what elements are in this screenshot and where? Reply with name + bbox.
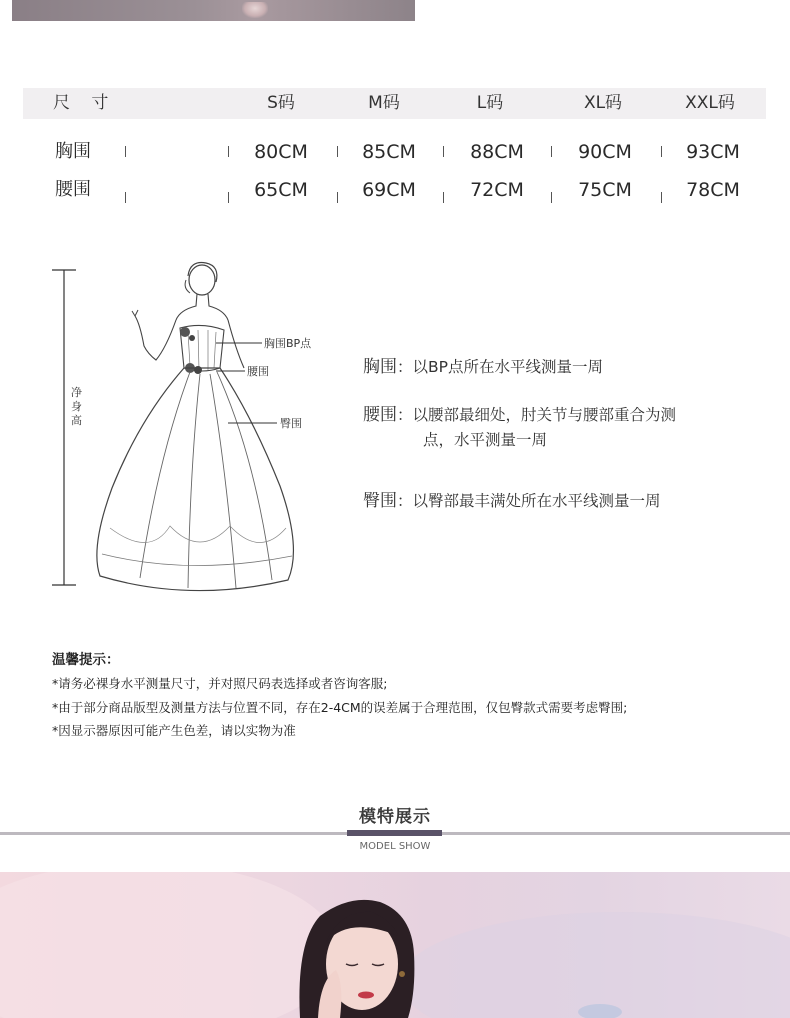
bust-term: 胸围 (363, 357, 397, 377)
row-label-bust: 胸围 (55, 141, 91, 162)
shoe-image (242, 2, 268, 18)
waist-l: 72CM (470, 179, 524, 201)
hip-point-label: 臀围 (280, 417, 302, 430)
tips-title: 温馨提示： (52, 652, 120, 668)
waist-description (363, 403, 676, 453)
model-show-subtitle: MODEL SHOW (359, 841, 431, 852)
table-divider (125, 192, 126, 203)
waist-xxl: 78CM (686, 179, 740, 201)
row-label-waist: 腰围 (55, 179, 91, 200)
size-m: M码 (368, 93, 400, 113)
colon: ： (397, 358, 413, 376)
bust-point-label: 胸围BP点 (264, 337, 312, 350)
size-s: S码 (267, 93, 295, 113)
size-xxl: XXL码 (685, 93, 735, 113)
colon: ： (397, 492, 413, 510)
section-divider-accent (347, 830, 442, 836)
waist-point-label: 腰围 (247, 365, 269, 378)
dress-measurement-figure (40, 258, 340, 603)
size-l: L码 (476, 93, 504, 113)
bust-xl: 90CM (578, 141, 632, 163)
tip-item: *由于部分商品版型及测量方法与位置不同，存在2-4CM的误差属于合理范围，仅包臀款式需要考虑臀围; (52, 700, 628, 715)
bust-l: 88CM (470, 141, 524, 163)
hip-description (363, 489, 661, 514)
waist-s: 65CM (254, 179, 308, 201)
tip-item: *请务必裸身水平测量尺寸，并对照尺码表选择或者咨询客服; (52, 676, 388, 691)
waist-text: 以腰部最细处，肘关节与腰部重合为测 (412, 406, 677, 424)
hip-text: 以臀部最丰满处所在水平线测量一周 (412, 492, 661, 510)
waist-m: 69CM (362, 179, 416, 201)
product-photo-top (12, 0, 415, 21)
waist-term: 腰围 (363, 405, 397, 425)
bust-description (363, 355, 603, 380)
size-row-waist (23, 175, 766, 205)
size-header-label: 尺 寸 (53, 93, 117, 113)
waist-xl: 75CM (578, 179, 632, 201)
tip-item: *因显示器原因可能产生色差，请以实物为准 (52, 723, 296, 738)
bust-m: 85CM (362, 141, 416, 163)
model-photo-image (0, 872, 790, 1018)
waist-text-cont: 点，水平测量一周 (423, 431, 548, 449)
height-label: 净身高 (71, 386, 82, 427)
colon: ： (397, 406, 413, 424)
model-photo (0, 872, 790, 1018)
size-xl: XL码 (583, 93, 623, 113)
hip-term: 臀围 (363, 491, 397, 511)
bust-s: 80CM (254, 141, 308, 163)
bust-text: 以BP点所在水平线测量一周 (412, 358, 603, 376)
size-row-bust (23, 137, 766, 167)
size-table-header (23, 88, 766, 119)
bust-xxl: 93CM (686, 141, 740, 163)
model-show-title: 模特展示 (359, 807, 431, 827)
table-divider (125, 146, 126, 157)
